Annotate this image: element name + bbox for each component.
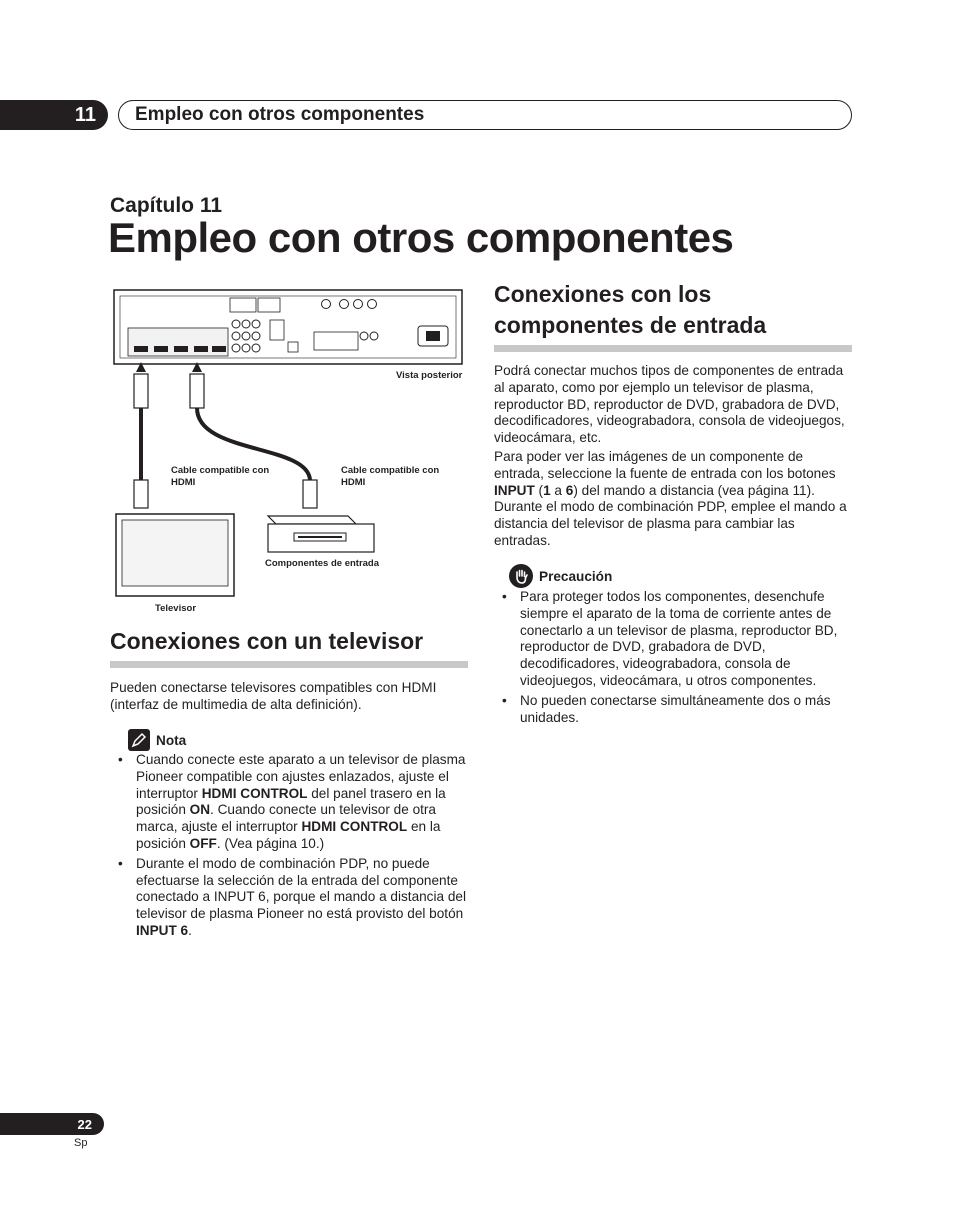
page-number: 22 <box>77 1116 92 1132</box>
tv-section-intro <box>110 680 470 714</box>
cable-left-label-line1: Cable compatible con <box>171 465 270 476</box>
input-component-illustration <box>268 516 374 552</box>
connection-diagram <box>108 284 470 624</box>
caution-item-2: • No pueden conectarse simultáneamente dos o más unidades. <box>494 693 852 727</box>
note-list <box>110 752 470 943</box>
page-language: Sp <box>74 1137 88 1149</box>
cable-right-label <box>341 465 439 489</box>
tv-intro-text: Pueden conectarse televisores compatibles con HDMI (interfaz de multimedia de alta definición). <box>110 680 437 712</box>
caution-header <box>509 564 612 588</box>
input-para-2: Para poder ver las imágenes de un componente de entrada, seleccione la fuente de entrada con los botones INPUT (1 a 6) del mando a distancia (vea página 11). Durante el modo de combinación PDP, emplee el mando a distancia del televisor de plasma para cambiar las entradas. <box>494 448 847 548</box>
input-section-body <box>494 363 852 550</box>
note-item-1: • Cuando conecte este aparato a un televisor de plasma Pioneer compatible con ajustes enlazados, ajuste el interruptor HDMI CONTROL del panel trasero en la posición ON. Cuando conecte un televisor de otra marca, ajuste el interruptor HDMI CONTROL en la posición OFF. (Vea página 10.) <box>110 752 470 853</box>
tv-section-heading: Conexiones con un televisor <box>110 628 424 654</box>
caution-list <box>494 589 852 729</box>
chapter-number-tab <box>0 100 108 130</box>
note-header <box>128 729 186 751</box>
chapter-number: 11 <box>74 103 96 126</box>
caution-title: Precaución <box>539 568 613 584</box>
input-section-heading <box>494 279 766 341</box>
cable-left-label-line2: HDMI <box>171 477 196 488</box>
rear-view-label: Vista posterior <box>396 370 463 381</box>
hand-stop-icon <box>509 564 533 588</box>
input-heading-line2: componentes de entrada <box>494 312 767 338</box>
tv-illustration <box>116 514 234 596</box>
running-header <box>118 100 852 130</box>
cable-right-label-line1: Cable compatible con <box>341 465 440 476</box>
input-section-rule <box>494 345 852 352</box>
cable-right-label-line2: HDMI <box>341 477 366 488</box>
tv-label: Televisor <box>155 603 197 614</box>
running-header-title: Empleo con otros componentes <box>135 104 425 125</box>
note-item-2: • Durante el modo de combinación PDP, no puede efectuarse la selección de la entrada del componente conectado a INPUT 6, porque el mando a distancia del televisor de plasma Pioneer no está provisto del botón INPUT 6. <box>110 856 470 940</box>
page-title: Empleo con otros componentes <box>108 214 734 261</box>
caution-item-1: • Para proteger todos los componentes, desenchufe siempre el aparato de la toma de corriente antes de conectarlo a un televisor de plasma, reproductor BD, reproductor de DVD, grabadora de DVD, decodificadores, videograbadora, consola de videojuegos, videocámara, u otros componentes. <box>494 589 852 690</box>
input-components-label: Componentes de entrada <box>265 558 380 569</box>
page-number-tab <box>0 1113 104 1135</box>
chapter-label: Capítulo 11 <box>110 194 223 217</box>
input-para-1: Podrá conectar muchos tipos de componentes de entrada al aparato, como por ejemplo un televisor de plasma, reproductor BD, reproductor de DVD, grabadora de DVD, decodificadores, videograbadora, consola de videojuegos, videocámara, etc. <box>494 363 845 446</box>
cable-left-label <box>171 465 269 489</box>
input-heading-line1: Conexiones con los <box>494 281 712 307</box>
tv-section-rule <box>110 661 468 668</box>
rear-panel-illustration <box>114 290 462 364</box>
pencil-icon <box>128 729 150 751</box>
note-title: Nota <box>156 732 187 748</box>
